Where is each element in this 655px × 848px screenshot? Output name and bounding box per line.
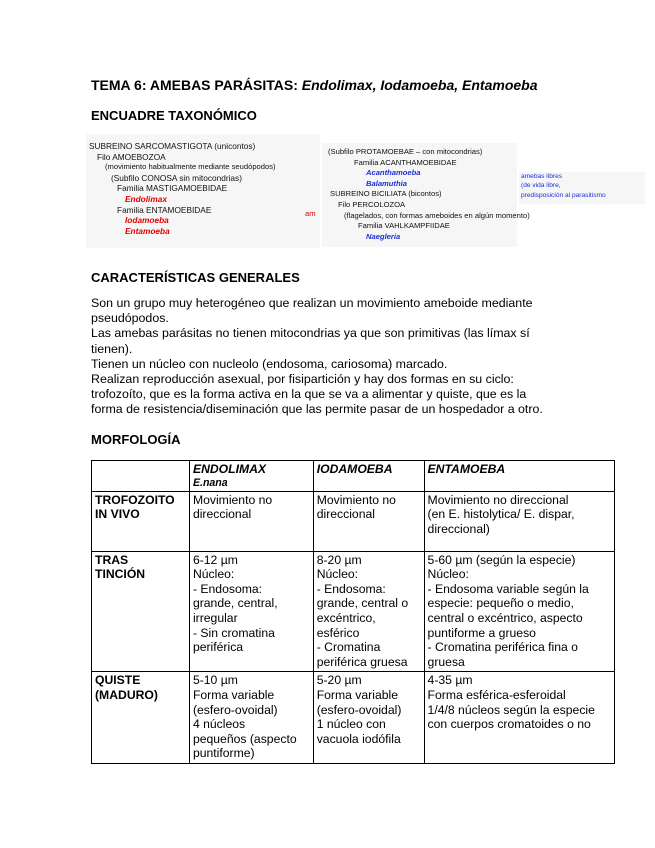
header-entamoeba: ENTAMOEBA bbox=[424, 461, 614, 492]
row-label-line: TINCIÓN bbox=[95, 567, 146, 582]
tax-free-living-note bbox=[519, 172, 645, 204]
cell-line: Movimiento no direccional bbox=[427, 492, 569, 507]
cell-line: puntiforme a grueso bbox=[427, 625, 536, 640]
page-title bbox=[91, 77, 538, 93]
cell-line: (esfero-ovoidal) bbox=[192, 702, 278, 717]
title-genera: Endolimax, Iodamoeba, Entamoeba bbox=[301, 77, 538, 93]
cell-trofozoito-entamoeba bbox=[424, 491, 614, 551]
cell-line: 1/4/8 núcleos según la especie bbox=[427, 702, 595, 717]
cell-line: direccional bbox=[192, 507, 252, 522]
header-iodamoeba: IODAMOEBA bbox=[313, 461, 424, 492]
header-endolimax bbox=[189, 461, 313, 492]
cell-line: Forma variable bbox=[192, 687, 275, 702]
cell-quiste-iodamoeba bbox=[313, 672, 424, 764]
tax-note-line-1: amebas libres bbox=[521, 173, 563, 180]
cell-line: - Endosoma: bbox=[316, 581, 386, 596]
taxonomy-left-image bbox=[86, 134, 320, 248]
tax-subfilo-conosa: (Subfilo CONOSA sin mitocondrias) bbox=[111, 172, 242, 183]
tax-am-label: am bbox=[305, 209, 316, 218]
cell-line: esférico bbox=[316, 625, 360, 640]
tax-genus-iodamoeba: Iodamoeba bbox=[125, 215, 169, 226]
cell-line: (esfero-ovoidal) bbox=[316, 702, 402, 717]
cell-line: (en E. histolytica/ E. dispar, bbox=[427, 507, 575, 522]
section-heading-taxonomy: ENCUADRE TAXONÓMICO bbox=[91, 108, 257, 123]
tax-familia-acanthamoebidae: Familia ACANTHAMOEBIDAE bbox=[354, 157, 457, 167]
row-label-line: QUISTE bbox=[95, 673, 141, 688]
cell-line: - Endosoma variable según la bbox=[427, 581, 589, 596]
cell-line: direccional bbox=[316, 507, 375, 522]
cell-line: Forma esférica-esferoidal bbox=[427, 687, 566, 702]
cell-line: direccional) bbox=[427, 521, 490, 536]
cell-line: 4-35 µm bbox=[427, 673, 473, 688]
cell-line: 4 núcleos bbox=[192, 717, 246, 732]
title-prefix: TEMA 6: AMEBAS PARÁSITAS: bbox=[91, 77, 302, 93]
cell-line: - Cromatina periférica fina o bbox=[427, 640, 578, 655]
section-heading-general: CARACTERÍSTICAS GENERALES bbox=[91, 270, 300, 285]
table-row-tincion bbox=[92, 551, 615, 672]
tax-familia-entamoebidae: Familia ENTAMOEBIDAE bbox=[117, 204, 212, 215]
tax-note-line-2: (de vida libre, bbox=[521, 182, 561, 190]
cell-line: - Endosoma: bbox=[192, 581, 263, 596]
cell-line: puntiforme) bbox=[192, 746, 255, 761]
cell-line: grande, central, bbox=[192, 596, 278, 611]
general-characteristics-text bbox=[91, 296, 561, 418]
header-endolimax-label: ENDOLIMAX bbox=[192, 462, 267, 476]
cell-line: Núcleo: bbox=[192, 567, 235, 582]
cell-line: 8-20 µm bbox=[316, 552, 362, 567]
cell-tincion-iodamoeba bbox=[313, 551, 424, 672]
cell-line: periférica bbox=[192, 640, 244, 655]
taxonomy-right-image bbox=[322, 143, 530, 247]
cell-line: 1 núcleo con bbox=[316, 717, 386, 732]
morphology-table bbox=[91, 460, 615, 764]
table-header-row bbox=[92, 461, 615, 492]
cell-trofozoito-iodamoeba bbox=[313, 491, 424, 551]
tax-subfilo-protamoebae: (Subfilo PROTAMOEBAE – con mitocondrias) bbox=[328, 147, 483, 156]
tax-familia-vahlkampfiidae: Familia VAHLKAMPFIIDAE bbox=[358, 221, 450, 231]
tax-filo-amoebozoa: Filo AMOEBOZOA bbox=[97, 151, 166, 162]
tax-flagelados-note: (flagelados, con formas ameboides en algún momento) bbox=[344, 210, 530, 220]
header-endolimax-species: E.nana bbox=[192, 476, 228, 489]
table-corner-cell bbox=[92, 461, 190, 492]
tax-genus-acanthamoeba: Acanthamoeba bbox=[366, 168, 421, 178]
cell-line: 5-60 µm (según la especie) bbox=[427, 552, 576, 567]
cell-tincion-entamoeba bbox=[424, 551, 614, 672]
cell-line: pequeños (aspecto bbox=[192, 731, 297, 746]
tax-subreino-sarcomastigota: SUBREINO SARCOMASTIGOTA (unicontos) bbox=[89, 141, 256, 151]
tax-movimiento-note: (movimiento habitualmente mediante seudópodos) bbox=[105, 162, 276, 172]
cell-line: Movimiento no bbox=[192, 492, 273, 507]
cell-line: central o excéntrico, aspecto bbox=[427, 610, 583, 625]
cell-line: 5-20 µm bbox=[316, 673, 362, 688]
section-heading-morphology: MORFOLOGÍA bbox=[91, 432, 181, 447]
tax-familia-mastigamoebidae: Familia MASTIGAMOEBIDAE bbox=[117, 183, 228, 194]
table-row-trofozoito bbox=[92, 491, 615, 551]
row-label-trofozoito bbox=[92, 491, 190, 551]
cell-line: irregular bbox=[192, 610, 238, 625]
general-paragraph-2: Las amebas parásitas no tienen mitocondrias ya que son primitivas (las límax sí tienen). bbox=[91, 326, 530, 356]
cell-line: Núcleo: bbox=[427, 567, 469, 582]
cell-tincion-endolimax bbox=[189, 551, 313, 672]
cell-line: gruesa bbox=[427, 654, 465, 669]
tax-filo-percolozoa: Filo PERCOLOZOA bbox=[338, 199, 406, 209]
row-label-line: TRAS bbox=[95, 552, 129, 567]
row-label-quiste bbox=[92, 672, 190, 764]
table-row-quiste bbox=[92, 672, 615, 764]
cell-line: 5-10 µm bbox=[192, 673, 238, 688]
tax-note-line-3: predisposición al parasitismo bbox=[521, 191, 606, 199]
cell-quiste-endolimax bbox=[189, 672, 313, 764]
cell-line: con cuerpos cromatoides o no bbox=[427, 717, 591, 732]
cell-line: vacuola iodófila bbox=[316, 731, 401, 746]
row-label-line: TROFOZOITO bbox=[95, 492, 175, 507]
cell-line: periférica gruesa bbox=[316, 654, 408, 669]
cell-line: - Cromatina bbox=[316, 640, 381, 655]
cell-trofozoito-endolimax bbox=[189, 491, 313, 551]
general-paragraph-4: Realizan reproducción asexual, por fisipartición y hay dos formas en su ciclo: trofozoíto, que es la forma activa en la que se va a alimentar y quiste, que es la forma de resistencia/diseminación que las permite pasar de un hospedador a otro. bbox=[91, 372, 543, 417]
cell-line: Núcleo: bbox=[316, 567, 359, 582]
general-paragraph-3: Tienen un núcleo con nucleolo (endosoma, cariosoma) marcado. bbox=[91, 356, 448, 371]
cell-line: excéntrico, bbox=[316, 610, 376, 625]
tax-genus-naegleria: Naegleria bbox=[366, 231, 401, 241]
cell-line: Movimiento no bbox=[316, 492, 396, 507]
cell-line: - Sin cromatina bbox=[192, 625, 275, 640]
cell-line: Forma variable bbox=[316, 687, 398, 702]
tax-genus-balamuthia: Balamuthia bbox=[366, 178, 407, 188]
row-label-line: (MADURO) bbox=[95, 687, 158, 702]
general-paragraph-1: Son un grupo muy heterogéneo que realizan un movimiento ameboide mediante pseudópodos. bbox=[91, 296, 533, 326]
cell-line: 6-12 µm bbox=[192, 552, 238, 567]
tax-subreino-biciliata: SUBREINO BICILIATA (bicontos) bbox=[330, 189, 442, 199]
cell-line: especie: pequeño o medio, bbox=[427, 596, 574, 611]
row-label-line: IN VIVO bbox=[95, 507, 140, 522]
tax-genus-endolimax: Endolimax bbox=[125, 193, 167, 204]
cell-quiste-entamoeba bbox=[424, 672, 614, 764]
tax-genus-entamoeba: Entamoeba bbox=[125, 225, 170, 236]
row-label-tincion bbox=[92, 551, 190, 672]
cell-line: grande, central o bbox=[316, 596, 409, 611]
